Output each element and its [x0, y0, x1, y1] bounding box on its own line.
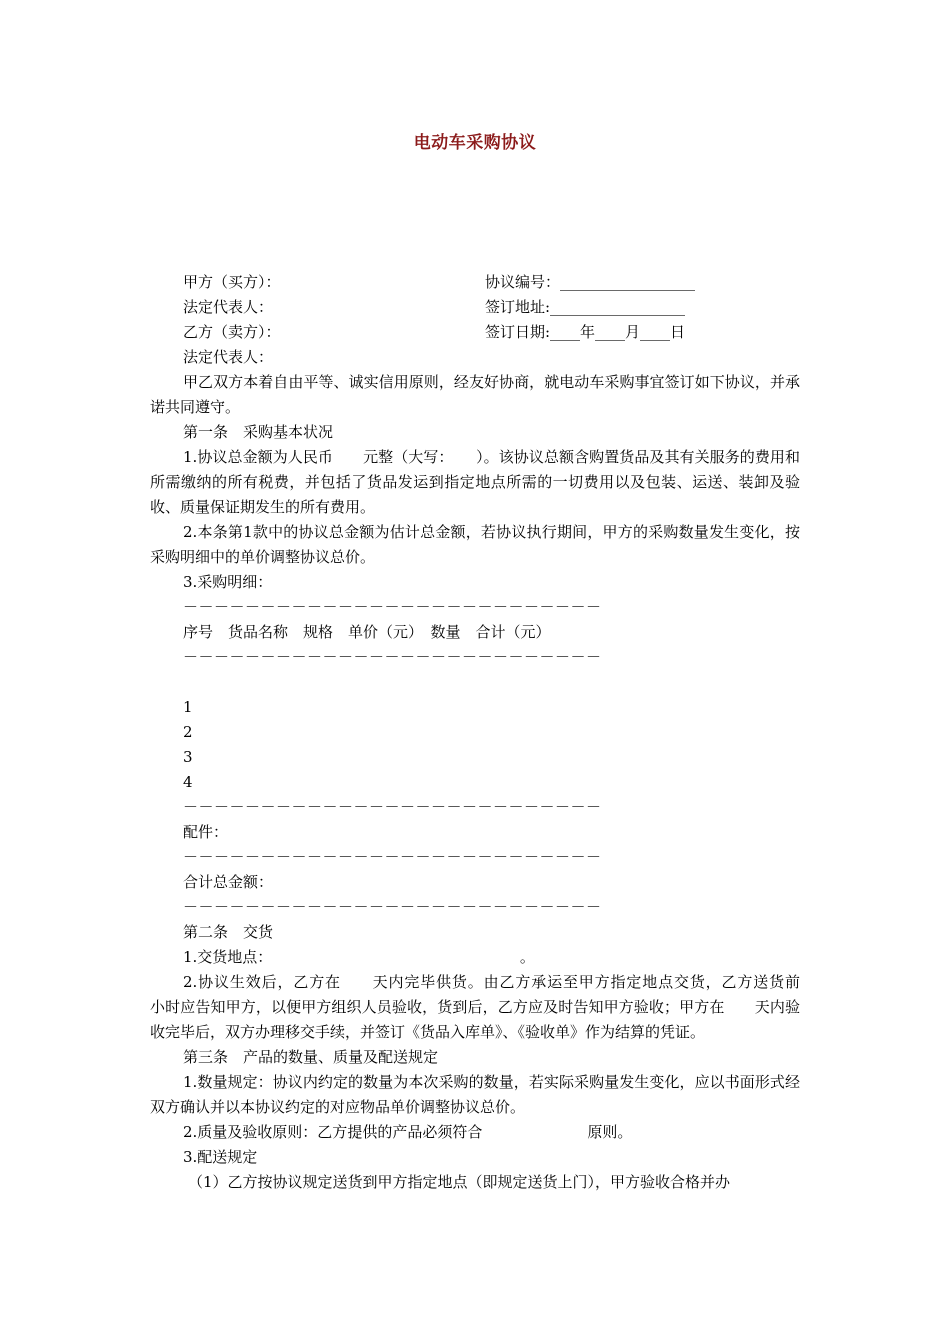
contract-no-field: 协议编号：__________________ [485, 273, 696, 291]
table-header: 序号 货品名称 规格 单价（元） 数量 合计（元） [183, 623, 551, 641]
document-title: 电动车采购协议 [413, 133, 537, 153]
article3-heading: 第三条 产品的数量、质量及配送规定 [183, 1048, 439, 1066]
table-spacer [150, 670, 800, 695]
article2-paragraph-1: 1.交货地点： 。 [183, 948, 535, 966]
article1-paragraph-2: 2.本条第1款中的协议总金额为估计总金额，若协议执行期间，甲方的采购数量发生变化，按采购明细中的单价调整协议总价。 [150, 523, 800, 566]
document-body [150, 270, 831, 1195]
sign-date-field: 签订日期:____年____月____日 [485, 323, 686, 341]
party-a-label: 甲方（买方）： [183, 273, 281, 291]
table-row: 2 [183, 723, 193, 741]
article3-paragraph-1: 1.数量规定：协议内约定的数量为本次采购的数量，若实际采购量发生变化，应以书面形式经双方确认并以本协议约定的对应物品单价调整协议总价。 [150, 1073, 800, 1116]
table-row: 4 [183, 773, 193, 791]
table-row: 1 [183, 698, 193, 716]
article3-paragraph-2: 2.质量及验收原则：乙方提供的产品必须符合 原则。 [183, 1123, 633, 1141]
table-rule: －－－－－－－－－－－－－－－－－－－－－－－－－－－ [183, 898, 602, 916]
party-a-row [150, 270, 800, 295]
table-rule: －－－－－－－－－－－－－－－－－－－－－－－－－－－ [183, 798, 602, 816]
party-b-label: 乙方（卖方）： [183, 323, 281, 341]
total-amount-label: 合计总金额： [183, 873, 274, 891]
article1-heading: 第一条 采购基本状况 [183, 423, 334, 441]
accessories-label: 配件： [183, 823, 229, 841]
table-rule: －－－－－－－－－－－－－－－－－－－－－－－－－－－ [183, 598, 602, 616]
legal-rep-a-row [150, 295, 800, 320]
legal-rep-b-row [150, 345, 800, 370]
article3-paragraph-4: （1）乙方按协议规定送货到甲方指定地点（即规定送货上门），甲方验收合格并办 [188, 1173, 731, 1191]
article2-paragraph-2: 2.协议生效后，乙方在 天内完毕供货。由乙方承运至甲方指定地点交货，乙方送货前 小时应告知甲方，以便甲方组织人员验收，货到后，乙方应及时告知甲方验收；甲方在 天内验收完毕后，双方办理移交手续，并签订《货品入库单》、《验收单》作为结算的凭证。 [150, 973, 831, 1041]
article1-paragraph-3: 3.采购明细： [183, 573, 273, 591]
party-b-row [150, 320, 800, 345]
table-row: 3 [183, 748, 193, 766]
legal-rep-b-label: 法定代表人： [183, 348, 274, 366]
article2-heading: 第二条 交货 [183, 923, 274, 941]
sign-place-field: 签订地址:__________________ [485, 298, 686, 316]
table-rule: －－－－－－－－－－－－－－－－－－－－－－－－－－－ [183, 648, 602, 666]
legal-rep-a-label: 法定代表人： [183, 298, 274, 316]
intro-paragraph: 甲乙双方本着自由平等、诚实信用原则，经友好协商，就电动车采购事宜签订如下协议，并承诺共同遵守。 [150, 373, 800, 416]
article1-paragraph-1: 1.协议总金额为人民币 元整（大写： ）。该协议总额含购置货品及其有关服务的费用和所需缴纳的所有税费，并包括了货品发运到指定地点所需的一切费用以及包装、运送、装卸及验收、质量保证期发生的所有费用。 [150, 448, 800, 516]
article3-paragraph-3: 3.配送规定 [183, 1148, 258, 1166]
table-rule: －－－－－－－－－－－－－－－－－－－－－－－－－－－ [183, 848, 602, 866]
